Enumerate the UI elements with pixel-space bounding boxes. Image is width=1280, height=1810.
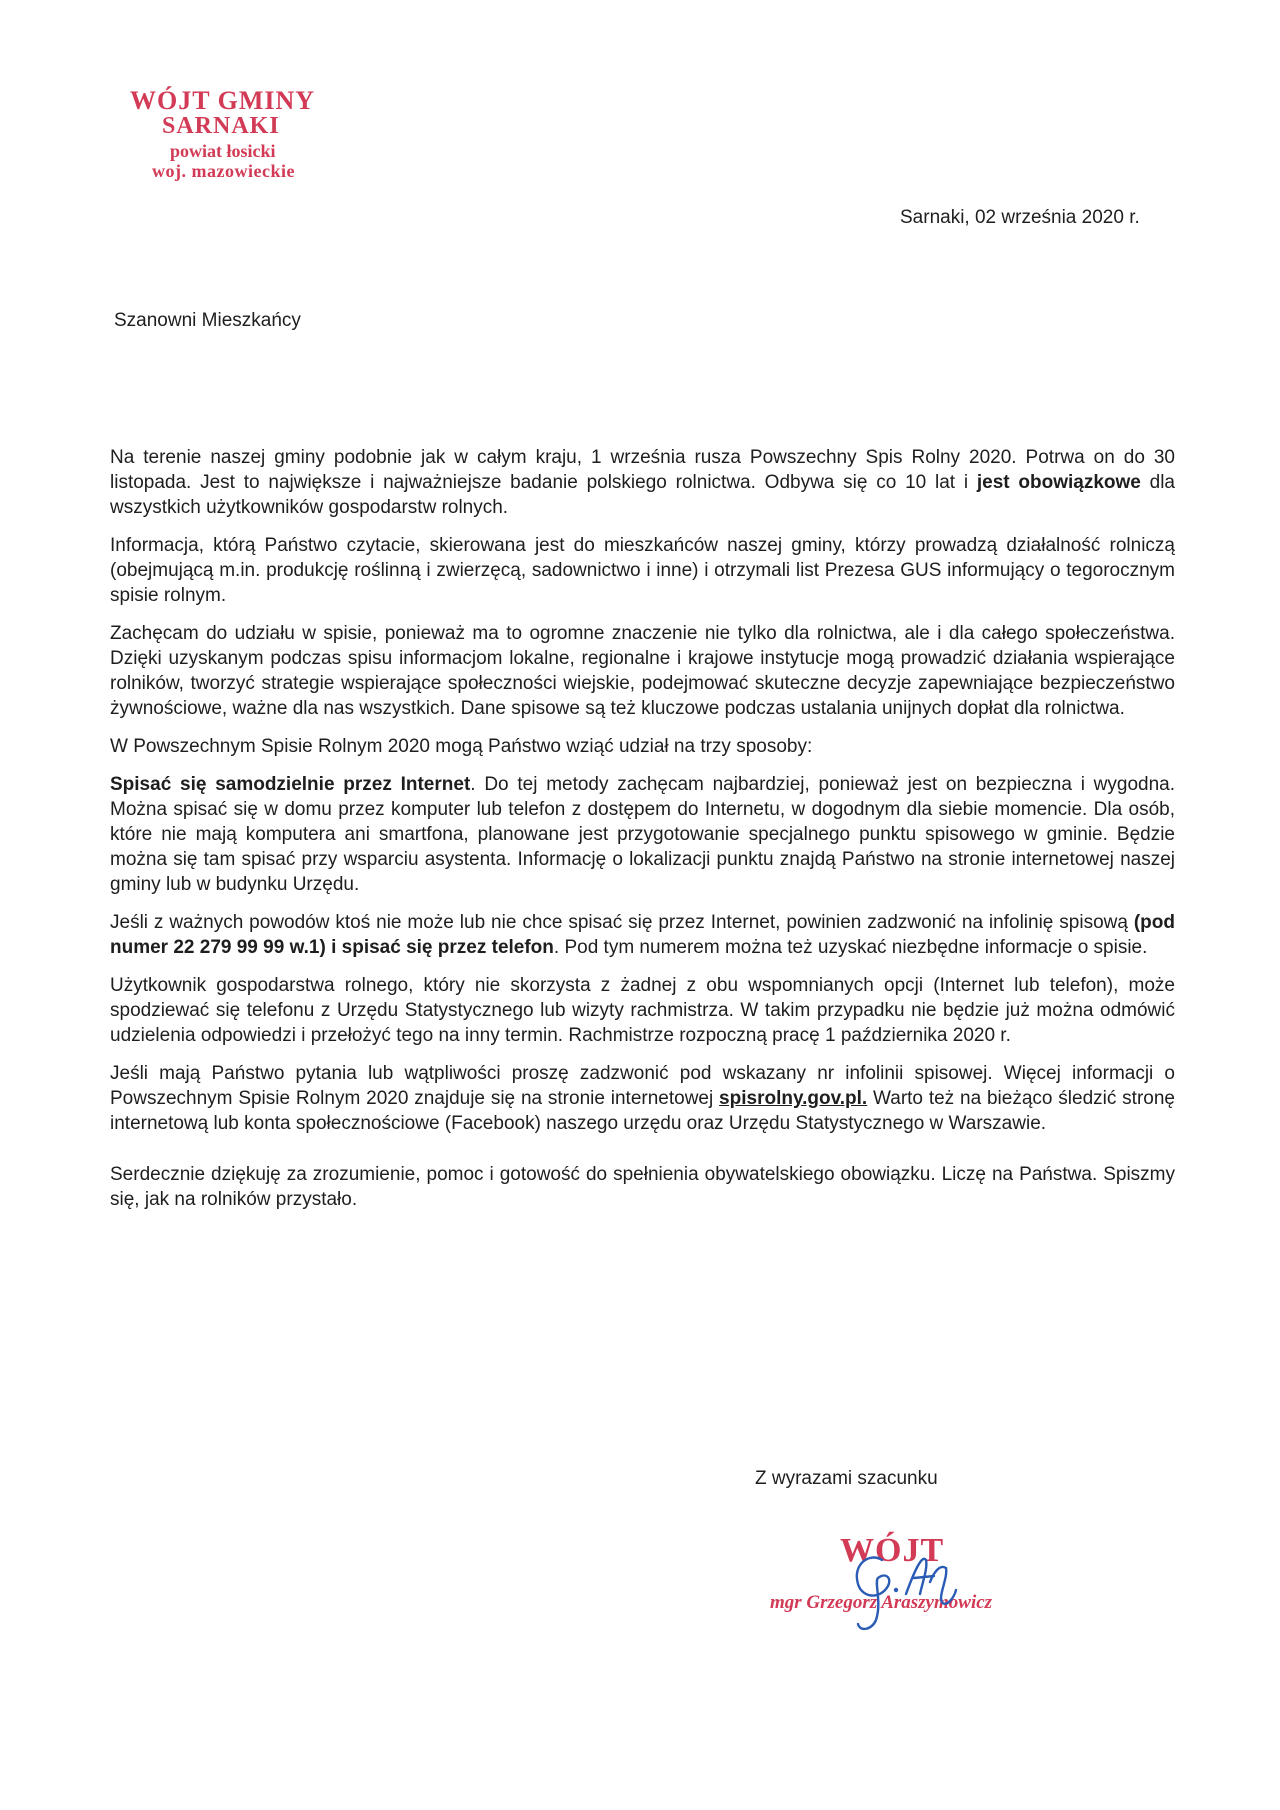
header-stamp bbox=[130, 88, 360, 180]
internet-method-text: . Do tej metody zachęcam najbardziej, ponieważ jest on bezpieczna i wygodna. Można spisać się w domu przez komputer lub telefon z dostępem do Internetu, w dogodnym dla siebie momencie. Dla osób, które nie mają komputera ani smartfona, planowane jest przygotowanie specjalnego punktu spisowego w gminie. Będzie można się tam spisać przy wsparciu asystenta. Informację o lokalizacji punktu znajdą Państwo na stronie internetowej naszej gminy lub w budynku Urzędu. bbox=[110, 774, 1176, 895]
signature-stamp-name: mgr Grzegorz Araszymowicz bbox=[770, 1592, 993, 1613]
paragraph-more-info bbox=[110, 1061, 1175, 1136]
phone-method-text: Jeśli z ważnych powodów ktoś nie może lub nie chce spisać się przez Internet, powinien zadzwonić na infolinię spisową bbox=[110, 912, 1134, 933]
handwritten-signature bbox=[830, 1542, 980, 1637]
stamp-voivodeship: woj. mazowieckie bbox=[152, 161, 295, 181]
stamp-municipality: SARNAKI bbox=[162, 113, 280, 139]
signature-stamp bbox=[770, 1532, 1030, 1622]
phone-method-tail: . Pod tym numerem można też uzyskać niezbędne informacje o spisie. bbox=[553, 937, 1148, 958]
paragraph-audience: Informacja, którą Państwo czytacie, skierowana jest do mieszkańców naszej gminy, którzy prowadzą działalność rolniczą (obejmującą m.in. produkcję roślinną i zwierzęcą, sadownictwo i inne) i otrzymali list Prezesa GUS informujący o tegorocznym spisie rolnym. bbox=[110, 535, 1175, 606]
paragraph-intro bbox=[110, 445, 1175, 520]
stamp-county: powiat łosicki bbox=[170, 141, 276, 161]
paragraph-importance: Zachęcam do udziału w spisie, ponieważ ma to ogromne znaczenie nie tylko dla rolnictwa, ale i dla całego społeczeństwa. Dzięki uzyskanym podczas spisu informacjom lokalne, regionalne i krajowe instytucje mogą prowadzić działania wspierające rolników, tworzyć strategie wspierające społeczności wiejskie, podejmować skuteczne decyzje zapewniające bezpieczeństwo żywnościowe, ważne dla nas wszystkich. Dane spisowe są też kluczowe podczas ustalania unijnych dopłat dla rolnictwa. bbox=[110, 623, 1175, 719]
more-info-tail: Warto też na bieżąco śledzić stronę internetową lub konta społecznościowe (Facebook) naszego urzędu oraz Urzędu Statystycznego w Warszawie. bbox=[110, 1088, 1175, 1134]
paragraph-intro-emphasis: jest obowiązkowe bbox=[976, 472, 1141, 493]
paragraph-methods-intro: W Powszechnym Spisie Rolnym 2020 mogą Państwo wziąć udział na trzy sposoby: bbox=[110, 736, 813, 757]
paragraph-phone-method bbox=[110, 910, 1175, 960]
salutation: Szanowni Mieszkańcy bbox=[114, 310, 301, 331]
signature-stamp-title: WÓJT bbox=[840, 1532, 945, 1569]
closing-regards: Z wyrazami szacunku bbox=[755, 1468, 938, 1489]
paragraph-internet-method bbox=[110, 772, 1175, 897]
paragraph-intro-text: Na terenie naszej gminy podobnie jak w całym kraju, 1 września rusza Powszechny Spis Rolny 2020. Potrwa on do 30 listopada. Jest to największe i najważniejsze badanie polskiego rolnictwa. Odbywa się co 10 lat i bbox=[110, 447, 1175, 493]
paragraph-thanks: Serdecznie dziękuję za zrozumienie, pomoc i gotowość do spełnienia obywatelskiego obowiązku. Liczę na Państwa. Spiszmy się, jak na rolników przystało. bbox=[110, 1164, 1175, 1210]
website-link[interactable]: spisrolny.gov.pl. bbox=[719, 1088, 868, 1109]
internet-method-emphasis: Spisać się samodzielnie przez Internet bbox=[110, 774, 471, 795]
letter-date: Sarnaki, 02 września 2020 r. bbox=[900, 207, 1140, 228]
phone-method-emphasis: (pod numer 22 279 99 99 w.1) i spisać się przez telefon bbox=[110, 912, 1175, 958]
paragraph-enumerator: Użytkownik gospodarstwa rolnego, który nie skorzysta z żadnej z obu wspomnianych opcji (Internet lub telefon), może spodziewać się telefonu z Urzędu Statystycznego lub wizyty rachmistrza. W takim przypadku nie będzie już można odmówić udzielenia odpowiedzi i przełożyć tego na inny termin. Rachmistrze rozpoczną pracę 1 października 2020 r. bbox=[110, 975, 1175, 1046]
stamp-title: WÓJT GMINY bbox=[130, 86, 316, 115]
paragraph-intro-tail: dla wszystkich użytkowników gospodarstw rolnych. bbox=[110, 472, 1175, 518]
more-info-text: Jeśli mają Państwo pytania lub wątpliwości proszę zadzwonić pod wskazany nr infolinii spisowej. Więcej informacji o Powszechnym Spisie Rolnym 2020 znajduje się na stronie internetowej bbox=[110, 1063, 1175, 1109]
letter-body bbox=[110, 445, 1175, 1225]
